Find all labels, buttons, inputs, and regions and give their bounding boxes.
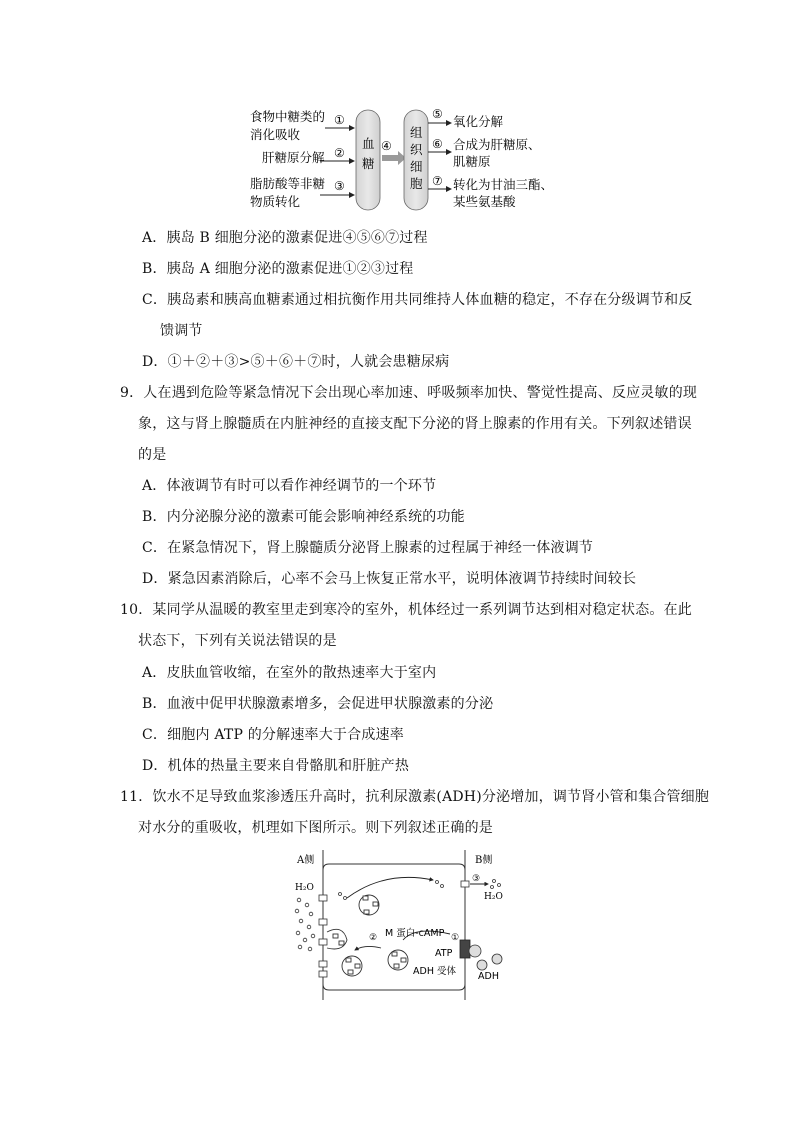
h2o-left-label: H₂O	[295, 883, 314, 893]
q9-option-b: B．内分泌腺分泌的激素可能会影响神经系统的功能	[142, 509, 465, 525]
source-text-4: 脂肪酸等非糖	[250, 176, 326, 191]
adh-label: ADH	[478, 971, 499, 982]
aquaporin-apical-3	[319, 939, 327, 945]
num-2-label: ②	[369, 933, 378, 943]
q8-option-b: B．胰岛 A 细胞分泌的激素促进①②③过程	[142, 261, 414, 277]
aquaporin-basal	[461, 881, 469, 887]
output-text-3: 肌糖原	[453, 154, 491, 169]
num-1-label: ①	[451, 933, 460, 943]
atp-label: ATP	[435, 948, 453, 959]
q8-option-c-cont: 馈调节	[160, 323, 203, 339]
gray-arrow	[382, 151, 406, 165]
q10-stem-line2: 状态下，下列有关说法错误的是	[138, 633, 337, 649]
source-text-2: 消化吸收	[250, 127, 301, 142]
num-3-label: ③	[472, 874, 481, 884]
tissue-box-char-3: 细	[410, 159, 423, 174]
output-text-4: 转化为甘油三酯、	[453, 177, 554, 192]
q9-stem-line2: 象，这与肾上腺髓质在内脏神经的直接支配下分泌的肾上腺素的作用有关。下列叙述错误	[138, 416, 692, 432]
output-text-2: 合成为肝糖原、	[453, 137, 541, 152]
num-4: ④	[381, 139, 392, 153]
water-flow-arrow	[347, 877, 433, 898]
cell-top-boundary	[323, 864, 465, 870]
adh-receptor-shape	[460, 940, 470, 958]
aquaporin-apical-2	[319, 919, 327, 925]
side-a-label: A侧	[297, 855, 315, 866]
water-molecules-right	[491, 880, 501, 889]
q9-option-d: D．紧急因素消除后，心率不会马上恢复正常水平，说明体液调节持续时间较长	[142, 571, 637, 587]
vesicle-3	[388, 950, 408, 970]
tissue-box-char-4: 胞	[410, 176, 423, 191]
aquaporin-apical-1	[319, 895, 327, 901]
aquaporin-apical-5	[319, 971, 327, 977]
h2o-right-label: H₂O	[484, 892, 503, 902]
q10-option-b: B．血液中促甲状腺激素增多，会促进甲状腺激素的分泌	[142, 696, 494, 712]
q9-option-a: A．体液调节有时可以看作神经调节的一个环节	[142, 478, 437, 494]
num-2: ②	[334, 146, 345, 160]
num-5: ⑤	[432, 107, 443, 121]
q10-option-a: A．皮肤血管收缩，在室外的散热速率大于室内	[142, 665, 437, 681]
blood-box-char-2: 糖	[362, 156, 375, 171]
fusing-vesicle	[327, 929, 347, 949]
source-text-3: 肝糖原分解	[262, 150, 325, 165]
num-1: ①	[334, 113, 345, 127]
cell-bottom-boundary	[323, 984, 465, 990]
source-text-5: 物质转化	[250, 194, 301, 209]
q8-option-d: D．①＋②＋③>⑤＋⑥＋⑦时，人就会患糖尿病	[142, 354, 450, 370]
q10-option-c: C．细胞内 ATP 的分解速率大于合成速率	[142, 727, 404, 743]
blood-glucose-diagram	[240, 104, 570, 218]
num-7: ⑦	[432, 174, 443, 188]
tissue-box-char-2: 织	[410, 142, 423, 157]
q11-stem-line1: 11．饮水不足导致血浆渗透压升高时，抗利尿激素(ADH)分泌增加，调节肾小管和集合管细胞	[120, 789, 710, 805]
adh-free-1	[477, 960, 487, 970]
q8-option-a: A．胰岛 B 细胞分泌的激素促进④⑤⑥⑦过程	[142, 230, 428, 246]
q9-option-c: C．在紧急情况下，肾上腺髓质分泌肾上腺素的过程属于神经一体液调节	[142, 540, 594, 556]
output-text-1: 氧化分解	[453, 114, 504, 129]
adh-mechanism-diagram	[285, 848, 535, 1008]
q10-option-d: D．机体的热量主要来自骨骼肌和肝脏产热	[142, 758, 410, 774]
num-6: ⑥	[432, 137, 443, 151]
output-text-5: 某些氨基酸	[453, 194, 516, 209]
signal-arrow-2	[355, 946, 381, 950]
aquaporin-apical-4	[319, 961, 327, 967]
q10-stem-line1: 10．某同学从温暖的教室里走到寒冷的室外，机体经过一系列调节达到相对稳定状态。在此	[120, 602, 693, 618]
blood-box-char-1: 血	[362, 136, 375, 151]
adh-bound	[469, 945, 481, 957]
adh-receptor-label: ADH 受体	[413, 966, 456, 977]
q11-stem-line2: 对水分的重吸收，机理如下图所示。则下列叙述正确的是	[138, 820, 493, 836]
num-3: ③	[334, 179, 345, 193]
q9-stem-line1: 9．人在遇到危险等紧急情况下会出现心率加速、呼吸频率加快、警觉性提高、反应灵敏的现	[120, 385, 698, 401]
side-b-label: B侧	[475, 855, 493, 866]
tissue-box-char-1: 组	[410, 125, 423, 140]
vesicle-2	[342, 956, 362, 976]
adh-free-2	[492, 954, 502, 964]
m-protein-camp-label: M 蛋白-cAMP	[385, 928, 445, 939]
vesicle-1	[359, 895, 379, 915]
q8-option-c: C．胰岛素和胰高血糖素通过相抗衡作用共同维持人体血糖的稳定，不存在分级调节和反	[142, 292, 693, 308]
q9-stem-line3: 的是	[138, 447, 167, 463]
source-text-1: 食物中糖类的	[250, 109, 326, 124]
